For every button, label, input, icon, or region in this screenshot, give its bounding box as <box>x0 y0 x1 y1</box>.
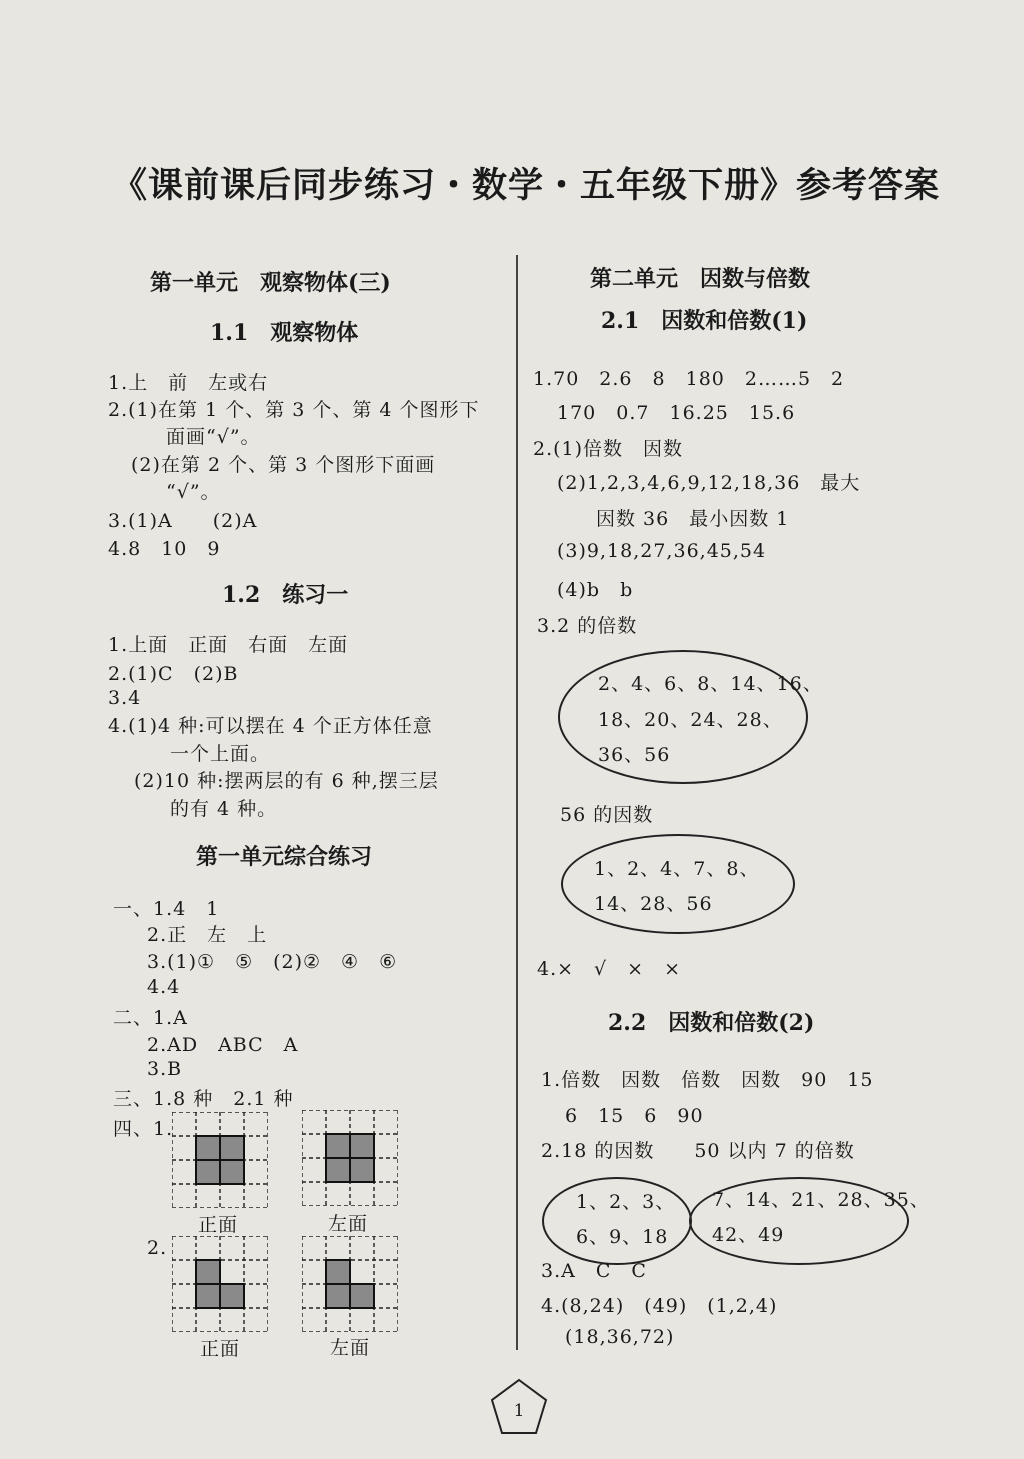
answer-line: 3.(1)A (2)A <box>108 510 258 532</box>
set-line: 7、14、21、28、35、 <box>712 1189 930 1211</box>
answer-line: 1.倍数 因数 倍数 因数 90 15 <box>541 1069 874 1091</box>
answer-line: (2)在第 2 个、第 3 个图形下面画 <box>131 454 436 476</box>
answer-line: 2.(1)倍数 因数 <box>533 438 684 460</box>
column-divider <box>516 255 518 1350</box>
answer-line: 4.8 10 9 <box>108 538 221 560</box>
answer-line: 1.70 2.6 8 180 2……5 2 <box>533 368 845 390</box>
answer-line: 四、1. <box>113 1118 174 1140</box>
answer-line: 3.B <box>147 1058 183 1080</box>
front-view-grid-2 <box>172 1236 268 1332</box>
answer-line: 4.(1)4 种:可以摆在 4 个正方体任意 <box>108 715 433 737</box>
answer-line: “√”。 <box>166 481 221 503</box>
answer-line: 的有 4 种。 <box>170 798 278 820</box>
answer-line: 3.(1)① ⑤ (2)② ④ ⑥ <box>147 951 398 973</box>
view-label-front: 正面 <box>198 1214 239 1236</box>
left-view-grid-2 <box>302 1236 398 1332</box>
answer-line: 一、1.4 1 <box>113 898 220 920</box>
front-view-grid-1 <box>172 1112 268 1208</box>
set-line: 18、20、24、28、 <box>598 709 783 731</box>
unit2-heading: 第二单元 因数与倍数 <box>590 266 811 292</box>
answer-line: 二、1.A <box>113 1007 188 1029</box>
answer-line: (18,36,72) <box>565 1326 675 1348</box>
factors-of-56-ellipse <box>561 834 795 934</box>
unit1-review-heading: 第一单元综合练习 <box>196 844 373 870</box>
view-label-front: 正面 <box>200 1338 241 1360</box>
left-view-grid-1 <box>302 1110 398 1206</box>
unit1-heading: 第一单元 观察物体(三) <box>150 270 391 296</box>
set-line: 14、28、56 <box>594 893 713 915</box>
answer-line: 3.A C C <box>541 1260 647 1282</box>
set-line: 42、49 <box>712 1224 785 1246</box>
answer-line: 2. <box>147 1237 168 1259</box>
answer-line: 2.正 左 上 <box>147 924 268 946</box>
answer-line: 2.(1)在第 1 个、第 3 个、第 4 个图形下 <box>108 399 480 421</box>
answer-line: (2)1,2,3,4,6,9,12,18,36 最大 <box>557 472 861 494</box>
answer-line: (2)10 种:摆两层的有 6 种,摆三层 <box>134 770 439 792</box>
answer-line: 4.× √ × × <box>537 958 681 980</box>
answer-line: 4.4 <box>147 976 181 998</box>
answer-line: 因数 36 最小因数 1 <box>596 508 790 530</box>
answer-line: 6 15 6 90 <box>565 1105 704 1127</box>
set-line: 1、2、4、7、8、 <box>594 858 760 880</box>
answer-line: 面画“√”。 <box>166 426 261 448</box>
answer-line: 2.(1)C (2)B <box>108 663 239 685</box>
answer-line: 1.上面 正面 右面 左面 <box>108 634 349 656</box>
section-2-1-heading: 2.1 因数和倍数(1) <box>601 308 808 334</box>
answer-line: (4)b b <box>557 579 634 601</box>
page-title: 《课前课后同步练习・数学・五年级下册》参考答案 <box>112 165 941 206</box>
answer-line: 56 的因数 <box>560 804 654 826</box>
answer-line: 3.4 <box>108 687 142 709</box>
answer-line: (3)9,18,27,36,45,54 <box>557 540 767 562</box>
view-label-left: 左面 <box>328 1213 369 1235</box>
answer-line: 4.(8,24) (49) (1,2,4) <box>541 1295 778 1317</box>
view-label-left: 左面 <box>330 1337 371 1359</box>
section-1-2-heading: 1.2 练习一 <box>222 582 349 608</box>
set-line: 1、2、3、 <box>576 1191 676 1213</box>
section-1-1-heading: 1.1 观察物体 <box>210 320 359 346</box>
set-line: 36、56 <box>598 744 671 766</box>
answer-line: 一个上面。 <box>170 743 271 765</box>
set-line: 6、9、18 <box>576 1226 669 1248</box>
page-number: 1 <box>513 1401 525 1421</box>
answer-line: 170 0.7 16.25 15.6 <box>557 402 796 424</box>
answer-line: 1.上 前 左或右 <box>108 372 269 394</box>
answer-line: 2.AD ABC A <box>147 1034 299 1056</box>
answer-line: 2.18 的因数 50 以内 7 的倍数 <box>541 1140 855 1162</box>
page-number-badge <box>489 1377 549 1437</box>
answer-line: 3.2 的倍数 <box>537 615 638 637</box>
answer-line: 三、1.8 种 2.1 种 <box>113 1088 294 1110</box>
set-line: 2、4、6、8、14、16、 <box>598 673 823 695</box>
section-2-2-heading: 2.2 因数和倍数(2) <box>608 1010 815 1036</box>
